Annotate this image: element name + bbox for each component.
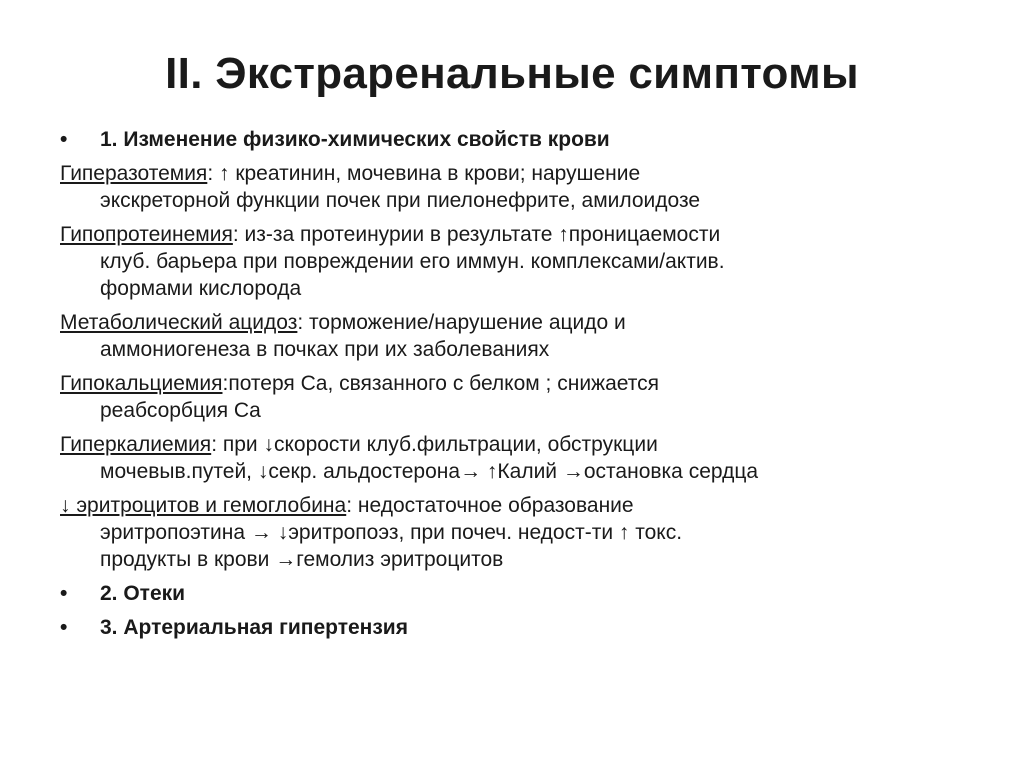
item-continuation: эритропоэтина → ↓эритропоэз, при почеч. недост-ти ↑ токс. [100,521,683,544]
bullet-dot: • [60,128,68,151]
item-text: : торможение/нарушение ацидо и [297,311,626,334]
item-term: Гиперазотемия [60,162,208,185]
item-continuation: продукты в крови →гемолиз эритроцитов [100,548,504,571]
item-erythrocytes [60,492,960,573]
heading-2-text: 2. Отеки [100,582,186,605]
bullet-dot: • [60,616,68,639]
item-continuation: экскреторной функции почек при пиелонефрите, амилоидозе [100,189,701,212]
item-text: : из-за протеинурии в результате ↑проницаемости [232,223,721,246]
item-text: : недостаточное образование [346,494,634,517]
item-term: Метаболический ацидоз [60,311,298,334]
bullet-heading-2 [60,580,960,607]
item-hyperkalemia [60,431,960,485]
heading-3-text: 3. Артериальная гипертензия [100,616,408,639]
item-text: :потеря Ca, связанного с белком ; снижается [222,372,660,395]
heading-1-text: 1. Изменение физико-химических свойств крови [100,128,610,151]
item-term: Гипопротеинемия [60,223,233,246]
slide-content [60,126,960,648]
item-hypocalcemia [60,370,960,424]
bullet-heading-1 [60,126,960,153]
item-text: : при ↓скорости клуб.фильтрации, обструкции [211,433,658,456]
item-term: Гиперкалиемия [60,433,212,456]
item-hyperazotemia [60,160,960,214]
slide-title: II. Экстраренальные симптомы [165,49,859,98]
item-term: ↓ эритроцитов и гемоглобина [60,494,347,517]
item-term: Гипокальциемия [60,372,223,395]
item-continuation: клуб. барьера при повреждении его иммун. комплексами/актив. [100,250,725,273]
item-text: : ↑ креатинин, мочевина в крови; нарушение [207,162,641,185]
item-continuation: формами кислорода [100,277,302,300]
item-metabolic-acidosis [60,309,960,363]
item-continuation: реабсорбция Ca [100,399,261,422]
bullet-heading-3 [60,614,960,641]
bullet-dot: • [60,582,68,605]
item-continuation: мочевыв.путей, ↓секр. альдостерона→ ↑Калий →остановка сердца [100,460,759,483]
item-continuation: аммониогенеза в почках при их заболеваниях [100,338,550,361]
item-hypoproteinemia [60,221,960,302]
